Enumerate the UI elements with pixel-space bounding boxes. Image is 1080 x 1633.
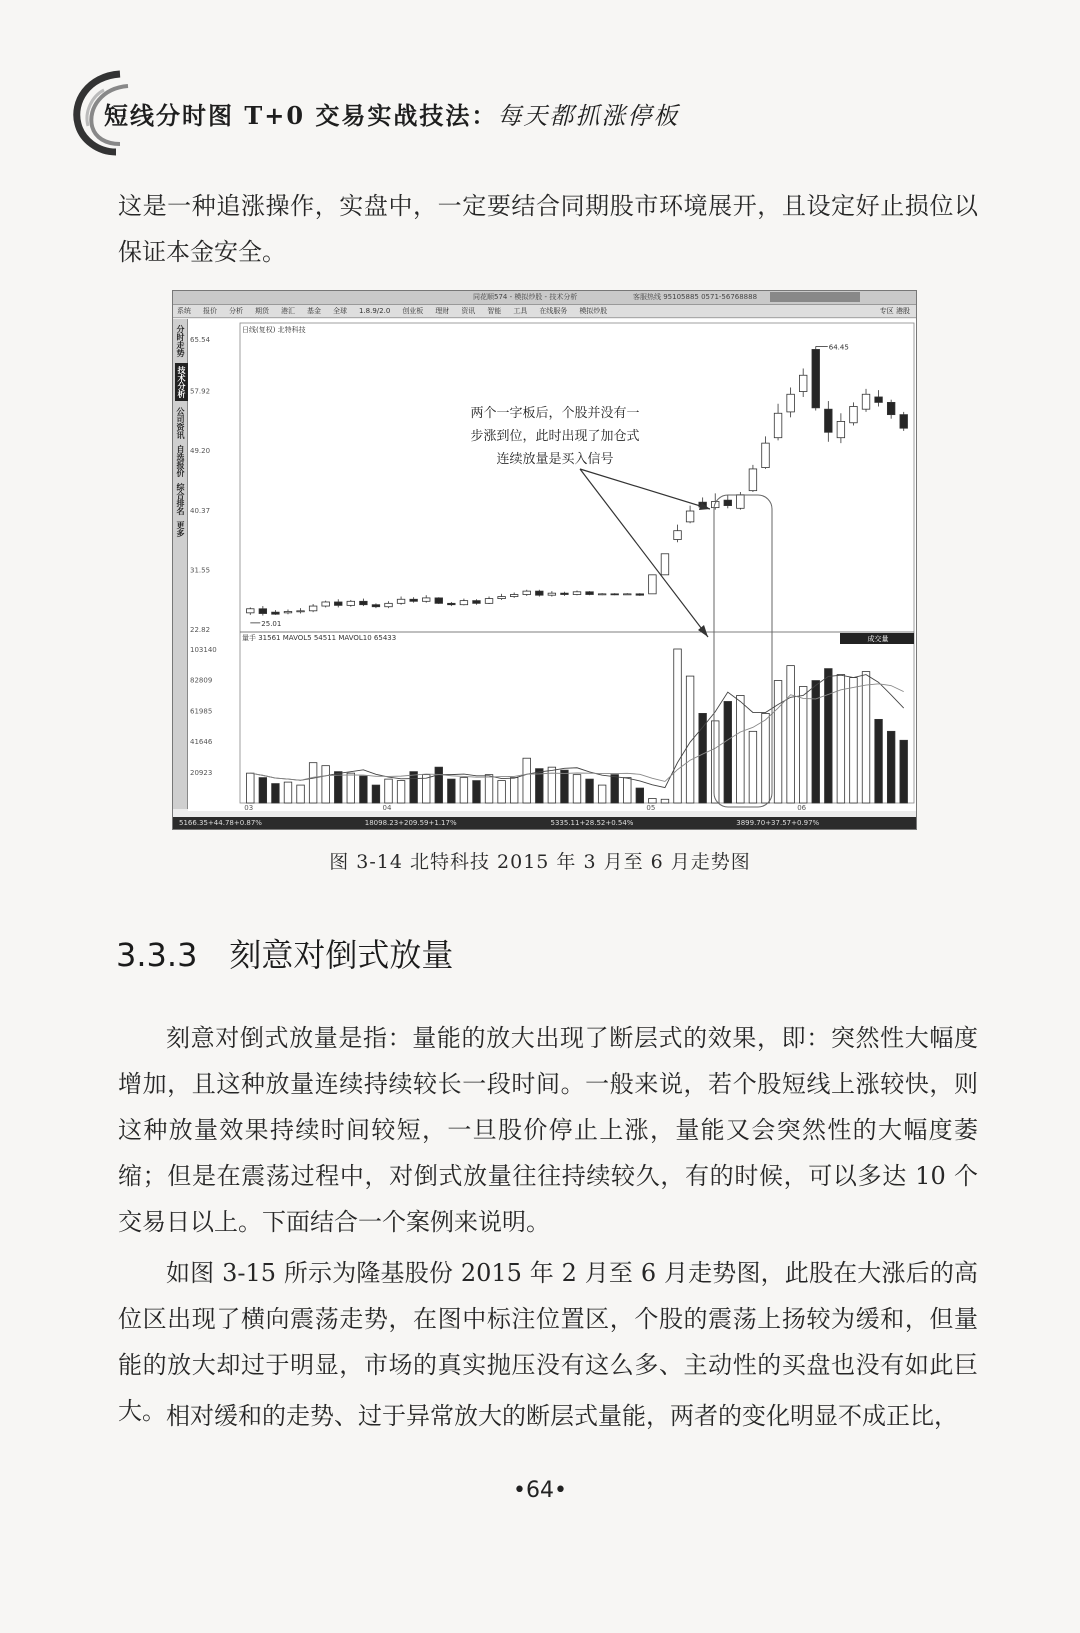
menu-item-6[interactable]: 全球 [333, 307, 347, 315]
candle [850, 406, 858, 422]
candle [573, 592, 581, 595]
volume-bar [586, 779, 594, 803]
candle [774, 413, 782, 437]
volume-bar [485, 775, 493, 803]
volume-bar [649, 799, 657, 803]
menu-item-2[interactable]: 分析 [229, 307, 243, 315]
candle [787, 394, 795, 412]
volume-bar [598, 785, 606, 803]
candle [548, 593, 556, 595]
volume-bar [397, 781, 405, 803]
index-statusbar [173, 817, 916, 829]
candle [623, 594, 631, 595]
menu-item-3[interactable]: 期货 [255, 307, 269, 315]
candle [649, 575, 657, 594]
candle [825, 409, 833, 432]
candle [510, 595, 518, 597]
side-tab-2[interactable]: 公司资讯 [176, 407, 185, 439]
price-tick-4: 31.55 [190, 566, 211, 575]
menu-item-9[interactable]: 理财 [435, 307, 450, 315]
menu-item-4[interactable]: 港汇 [281, 307, 295, 315]
volume-tick-0: 103140 [190, 646, 217, 654]
candle [247, 609, 255, 613]
price-tick-5: 22.82 [190, 626, 211, 634]
volume-bar [623, 778, 631, 803]
candle [749, 469, 757, 491]
index-quote-2: 5335.11+28.52+0.54% [550, 819, 634, 827]
price-tick-1: 57.92 [190, 387, 211, 396]
volume-bar [272, 784, 280, 803]
side-tab-3[interactable]: 自选报价 [176, 445, 185, 477]
candle [837, 421, 845, 437]
volume-bar [360, 776, 368, 803]
candle [334, 602, 342, 605]
volume-bar [510, 778, 518, 803]
volume-bar [448, 779, 456, 803]
stock-chart-figure [172, 290, 917, 830]
volume-bar [774, 681, 782, 803]
volume-bar [787, 666, 795, 803]
volume-tick-2: 61985 [190, 707, 213, 716]
section-number: 3.3.3 [116, 936, 198, 974]
side-tabs [173, 319, 188, 809]
candle [272, 612, 280, 614]
body-paragraph-3: 相对缓和的走势、过于异常放大的断层式量能，两者的变化明显不成正比， [166, 1402, 958, 1430]
candle [586, 592, 594, 595]
volume-bar [561, 770, 569, 803]
candle [812, 349, 820, 407]
candle [360, 601, 368, 604]
figure-caption: 图 3-14 北特科技 2015 年 3 月至 6 月走势图 [329, 851, 751, 873]
volume-bar [724, 701, 732, 803]
candle [284, 611, 292, 612]
body-paragraph-1: 刻意对倒式放量是指：量能的放大出现了断层式的效果，即：突然性大幅度增加，且这种放量连续持续较长一段时间。一般来说，若个股短线上涨较快，则这种放量效果持续时间较短，一旦股价停止上涨，量能又会突然性的大幅度萎缩；但是在震荡过程中，对倒式放量往往持续较久，有的时候，可以多达 10 个交易日以上。下面结合一个案例来说明。 [118, 1024, 978, 1236]
menu-item-1[interactable]: 报价 [203, 307, 217, 315]
intro-paragraph: 这是一种追涨操作，实盘中，一定要结合同期股市环境展开，且设定好止损位以保证本金安全。 [118, 192, 978, 266]
menu-item-0[interactable]: 系统 [177, 307, 191, 315]
menubar-right[interactable]: 专区 港股 [879, 307, 910, 315]
side-tab-4[interactable]: 综合排名 [176, 483, 185, 515]
volume-bar [749, 731, 757, 803]
volume-bar [347, 773, 355, 803]
annotation-line-2: 步涨到位，此时出现了加仓式 [470, 429, 640, 444]
candle [611, 594, 619, 595]
candle [322, 602, 330, 606]
menu-item-11[interactable]: 智能 [487, 307, 502, 315]
index-quote-1: 18098.23+209.59+1.17% [364, 819, 457, 827]
month-label-1: 04 [382, 804, 392, 811]
candle [523, 591, 531, 594]
candle [674, 531, 682, 540]
volume-bar [573, 775, 581, 803]
volume-bar [887, 731, 895, 803]
menu-item-5[interactable]: 基金 [307, 307, 321, 315]
candle [435, 598, 443, 603]
annotation-line-1: 两个一字板后，个股并没有一 [470, 406, 640, 421]
candle [448, 603, 456, 604]
volume-bar [422, 775, 430, 803]
index-quote-0: 5166.35+44.78+0.87% [179, 819, 262, 827]
candle [686, 511, 694, 522]
candle [410, 599, 418, 601]
volume-bar [498, 781, 506, 803]
volume-bar [862, 672, 870, 803]
volume-badge: 成交量 [867, 635, 889, 643]
book-title-subtitle: 每天都抓涨停板 [497, 102, 680, 130]
volume-header: 量手 31561 MAVOL5 54511 MAVOL10 65433 [242, 634, 397, 642]
volume-bar [435, 767, 443, 803]
month-label-3: 06 [797, 804, 807, 811]
candle [259, 609, 267, 614]
volume-bar [837, 675, 845, 803]
side-tab-1[interactable]: 技术分析 [175, 363, 188, 401]
index-quote-3: 3899.70+37.57+0.97% [736, 819, 820, 827]
month-label-2: 05 [646, 804, 656, 811]
volume-bar [284, 782, 292, 803]
volume-bar [850, 678, 858, 803]
chart-area [188, 319, 916, 811]
window-title: 同花顺574 - 模拟炒股 - 技术分析 [473, 293, 578, 301]
month-label-0: 03 [244, 804, 254, 811]
candle [309, 606, 317, 611]
candle [636, 594, 644, 595]
high-price-label: 64.45 [828, 343, 849, 352]
candle [536, 591, 544, 595]
candle [799, 375, 807, 391]
candle [498, 597, 506, 599]
menu-item-8[interactable]: 创业板 [402, 307, 424, 315]
volume-bar [247, 773, 255, 803]
hotline-text: 客服热线 95105885 0571-56768888 [633, 293, 758, 301]
candle [598, 594, 606, 595]
annotation-line-3: 连续放量是买入信号 [496, 452, 614, 467]
volume-bar [875, 719, 883, 803]
candle [762, 443, 770, 467]
volume-bar [322, 766, 330, 803]
app-menubar [173, 305, 916, 318]
volume-bar [636, 788, 644, 803]
menu-item-10[interactable]: 资讯 [461, 307, 476, 315]
candle [297, 611, 305, 612]
candle [485, 599, 493, 604]
window-controls[interactable] [770, 292, 860, 302]
window-titlebar [173, 291, 916, 305]
volume-tick-4: 20923 [190, 768, 213, 777]
volume-bar [385, 779, 393, 803]
volume-bar [737, 695, 745, 803]
candle [887, 402, 895, 414]
candle [372, 605, 380, 607]
side-tab-0[interactable]: 分时走势 [176, 325, 185, 357]
book-title-main: 短线分时图 T+0 交易实战技法： [104, 101, 498, 130]
volume-bar [825, 669, 833, 803]
menu-item-13[interactable]: 在线服务 [539, 307, 568, 315]
price-tick-3: 40.37 [190, 506, 211, 515]
menu-item-14[interactable]: 模拟炒股 [579, 307, 608, 315]
candle [473, 601, 481, 604]
body-paragraph-2: 如图 3-15 所示为隆基股份 2015 年 2 月至 6 月走势图，此股在大涨后的高位区出现了横向震荡走势，在图中标注位置区，个股的震荡上扬较为缓和，但量能的放大却过于明显，市场的真实抛压没有这么多、主动性的买盘也没有如此巨大。 [118, 1259, 978, 1425]
volume-bar [372, 785, 380, 803]
candle [422, 598, 430, 601]
chart-header: 日线(复权) 北特科技 [242, 326, 306, 334]
candle [737, 495, 745, 509]
volume-bar [799, 687, 807, 803]
candle [875, 397, 883, 402]
candle [724, 500, 732, 505]
volume-tick-1: 82809 [190, 676, 213, 685]
volume-tick-3: 41646 [190, 737, 213, 746]
volume-bar [674, 649, 682, 803]
volume-bar [410, 772, 418, 803]
candle [862, 394, 870, 409]
candle [460, 601, 468, 605]
candle [900, 415, 908, 429]
candlestick-chart [188, 319, 916, 811]
candle [347, 601, 355, 605]
side-tab-5[interactable]: 更多 [176, 521, 185, 537]
book-title [104, 96, 679, 131]
volume-bar [259, 778, 267, 803]
volume-bar [523, 758, 531, 803]
volume-bar [297, 785, 305, 803]
menu-item-7[interactable]: 1.8.9/2.0 [359, 307, 391, 315]
price-tick-0: 65.54 [190, 336, 211, 344]
candle [661, 554, 669, 575]
volume-bar [548, 767, 556, 803]
section-heading [116, 930, 453, 976]
volume-bar [309, 763, 317, 803]
page-number: •64• [513, 1478, 567, 1503]
candle [561, 593, 569, 594]
menu-item-12[interactable]: 工具 [513, 307, 528, 315]
volume-bar [900, 740, 908, 803]
volume-bar [711, 721, 719, 803]
volume-bar [661, 799, 669, 803]
volume-bar [460, 778, 468, 803]
price-tick-2: 49.20 [190, 446, 211, 455]
candle [397, 599, 405, 603]
volume-bar [473, 781, 481, 803]
volume-bar [762, 713, 770, 803]
candle [385, 603, 393, 606]
low-price-label: 25.01 [261, 619, 282, 628]
volume-bar [334, 772, 342, 803]
section-title: 刻意对倒式放量 [229, 936, 454, 974]
volume-bar [611, 775, 619, 803]
